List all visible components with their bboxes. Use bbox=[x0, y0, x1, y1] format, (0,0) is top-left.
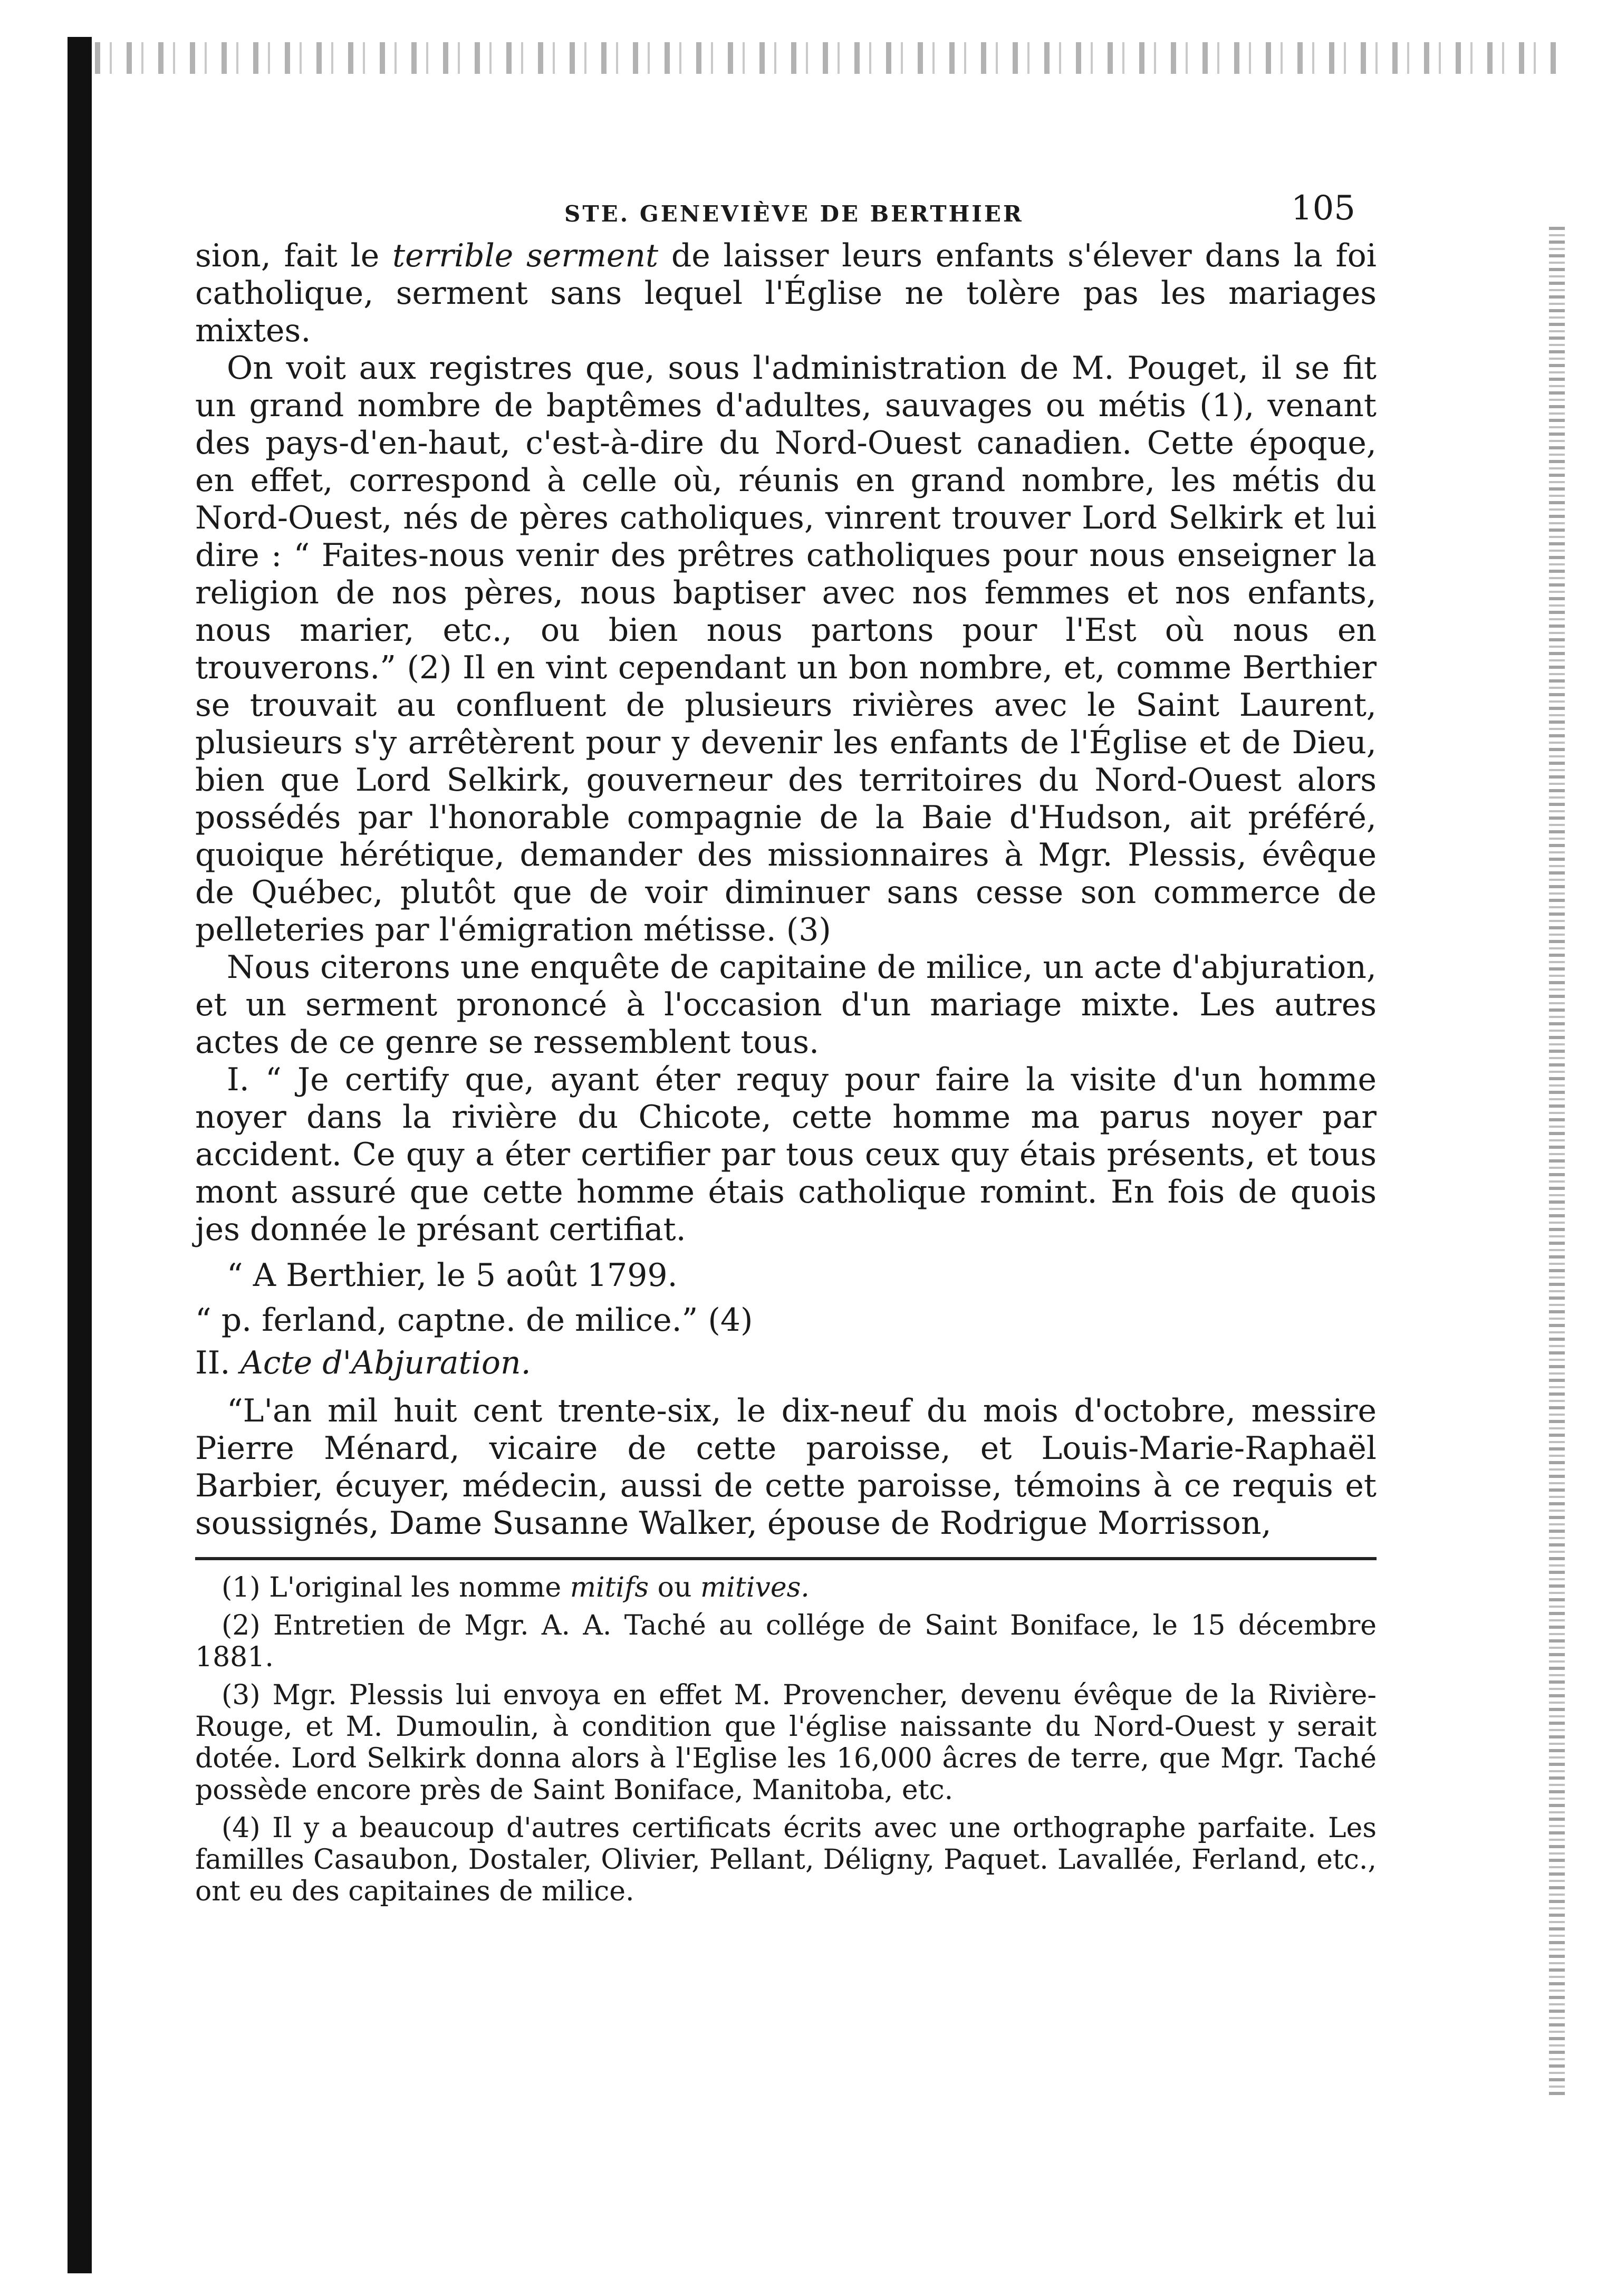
scan-top-noise bbox=[95, 42, 1561, 74]
paragraph-baptisms: On voit aux registres que, sous l'administration de M. Pouget, il se fit un grand nombre de baptêmes d'adultes, sauvages ou métis (1), venant des pays-d'en-haut, c'est-à-dire du Nord-Ouest canadien. Cette époque, en effet, correspond à celle où, réunis en grand nombre, les métis du Nord-Ouest, nés de pères catholiques, vinrent trouver Lord Selkirk et lui dire : “ Faites-nous venir des prêtres catholiques pour nous enseigner la religion de nos pères, nous baptiser avec nos femmes et nos enfants, nous marier, etc., ou bien nous partons pour l'Est où nous en trouverons.” (2) Il en vint cependant un bon nombre, et, comme Berthier se trouvait au confluent de plusieurs rivières avec le Saint Laurent, plusieurs s'y arrêtèrent pour y devenir les enfants de l'Église et de Dieu, bien que Lord Selkirk, gouverneur des territoires du Nord-Ouest alors possédés par l'honorable compagnie de la Baie d'Hudson, ait préféré, quoique hérétique, demander des missionnaires à Mgr. Plessis, évêque de Québec, plutôt que de voir diminuer sans cesse son commerce de pelleteries par l'émigration métisse. (3) bbox=[195, 350, 1377, 948]
footnote-rule bbox=[195, 1557, 1377, 1560]
footnotes bbox=[195, 1572, 1377, 1907]
paragraph-citations-intro: Nous citerons une enquête de capitaine de milice, un acte d'abjuration, et un serment prononcé à l'occasion d'un mariage mixte. Les autres actes de ce genre se ressemblent tous. bbox=[195, 949, 1377, 1061]
paragraph-continuation: sion, fait le terrible serment de laisser leurs enfants s'élever dans la foi catholique, serment sans lequel l'Église ne tolère pas les mariages mixtes. bbox=[195, 237, 1377, 349]
emphasis: terrible serment bbox=[392, 237, 659, 274]
certificate-date: “ A Berthier, le 5 août 1799. bbox=[227, 1257, 678, 1294]
footnote-3: (3) Mgr. Plessis lui envoya en effet M. Provencher, devenu évêque de la Rivière-Rouge, et M. Dumoulin, à condition que l'église naissante du Nord-Ouest y serait dotée. Lord Selkirk donna alors à l'Eglise les 16,000 âcres de terre, que Mgr. Taché possède encore près de Saint Boniface, Manitoba, etc. bbox=[195, 1679, 1377, 1806]
footnote-4: (4) Il y a beaucoup d'autres certificats écrits avec une orthographe parfaite. Les familles Casaubon, Dostaler, Olivier, Pellant, Déligny, Paquet. Lavallée, Ferland, etc., ont eu des capitaines de milice. bbox=[195, 1812, 1377, 1907]
section-heading: II. Acte d'Abjuration. bbox=[195, 1344, 531, 1381]
certificate-signature: “ p. ferland, captne. de milice.” (4) bbox=[195, 1302, 753, 1339]
running-head bbox=[195, 190, 1377, 237]
body-text bbox=[195, 237, 1377, 1542]
scan-page-edge bbox=[1549, 227, 1565, 2099]
paragraph-abjuration: “L'an mil huit cent trente-six, le dix-neuf du mois d'octobre, messire Pierre Ménard, vicaire de cette paroisse, et Louis-Marie-Raphaël Barbier, écuyer, médecin, aussi de cette paroisse, témoins à ce requis et soussignés, Dame Susanne Walker, épouse de Rodrigue Morrisson, bbox=[195, 1392, 1377, 1542]
page-number: 105 bbox=[1291, 189, 1355, 228]
footnote-1: (1) L'original les nomme mitifs ou mitives. bbox=[222, 1572, 810, 1603]
paragraph-militia-certificate: I. “ Je certify que, ayant éter requy pour faire la visite d'un homme noyer dans la rivière du Chicote, cette homme ma parus noyer par accident. Ce quy a éter certifier par tous ceux quy étais présents, et tous mont assuré que cette homme étais catholique romint. En fois de quois jes donnée le présant certifiat. bbox=[195, 1061, 1377, 1248]
running-title: STE. GENEVIÈVE DE BERTHIER bbox=[564, 201, 1024, 227]
section-title: Acte d'Abjuration. bbox=[240, 1344, 531, 1381]
book-page bbox=[195, 190, 1377, 1907]
footnote-2: (2) Entretien de Mgr. A. A. Taché au collége de Saint Boniface, le 15 décembre 1881. bbox=[195, 1610, 1377, 1673]
scan-binding-edge bbox=[68, 37, 92, 2273]
